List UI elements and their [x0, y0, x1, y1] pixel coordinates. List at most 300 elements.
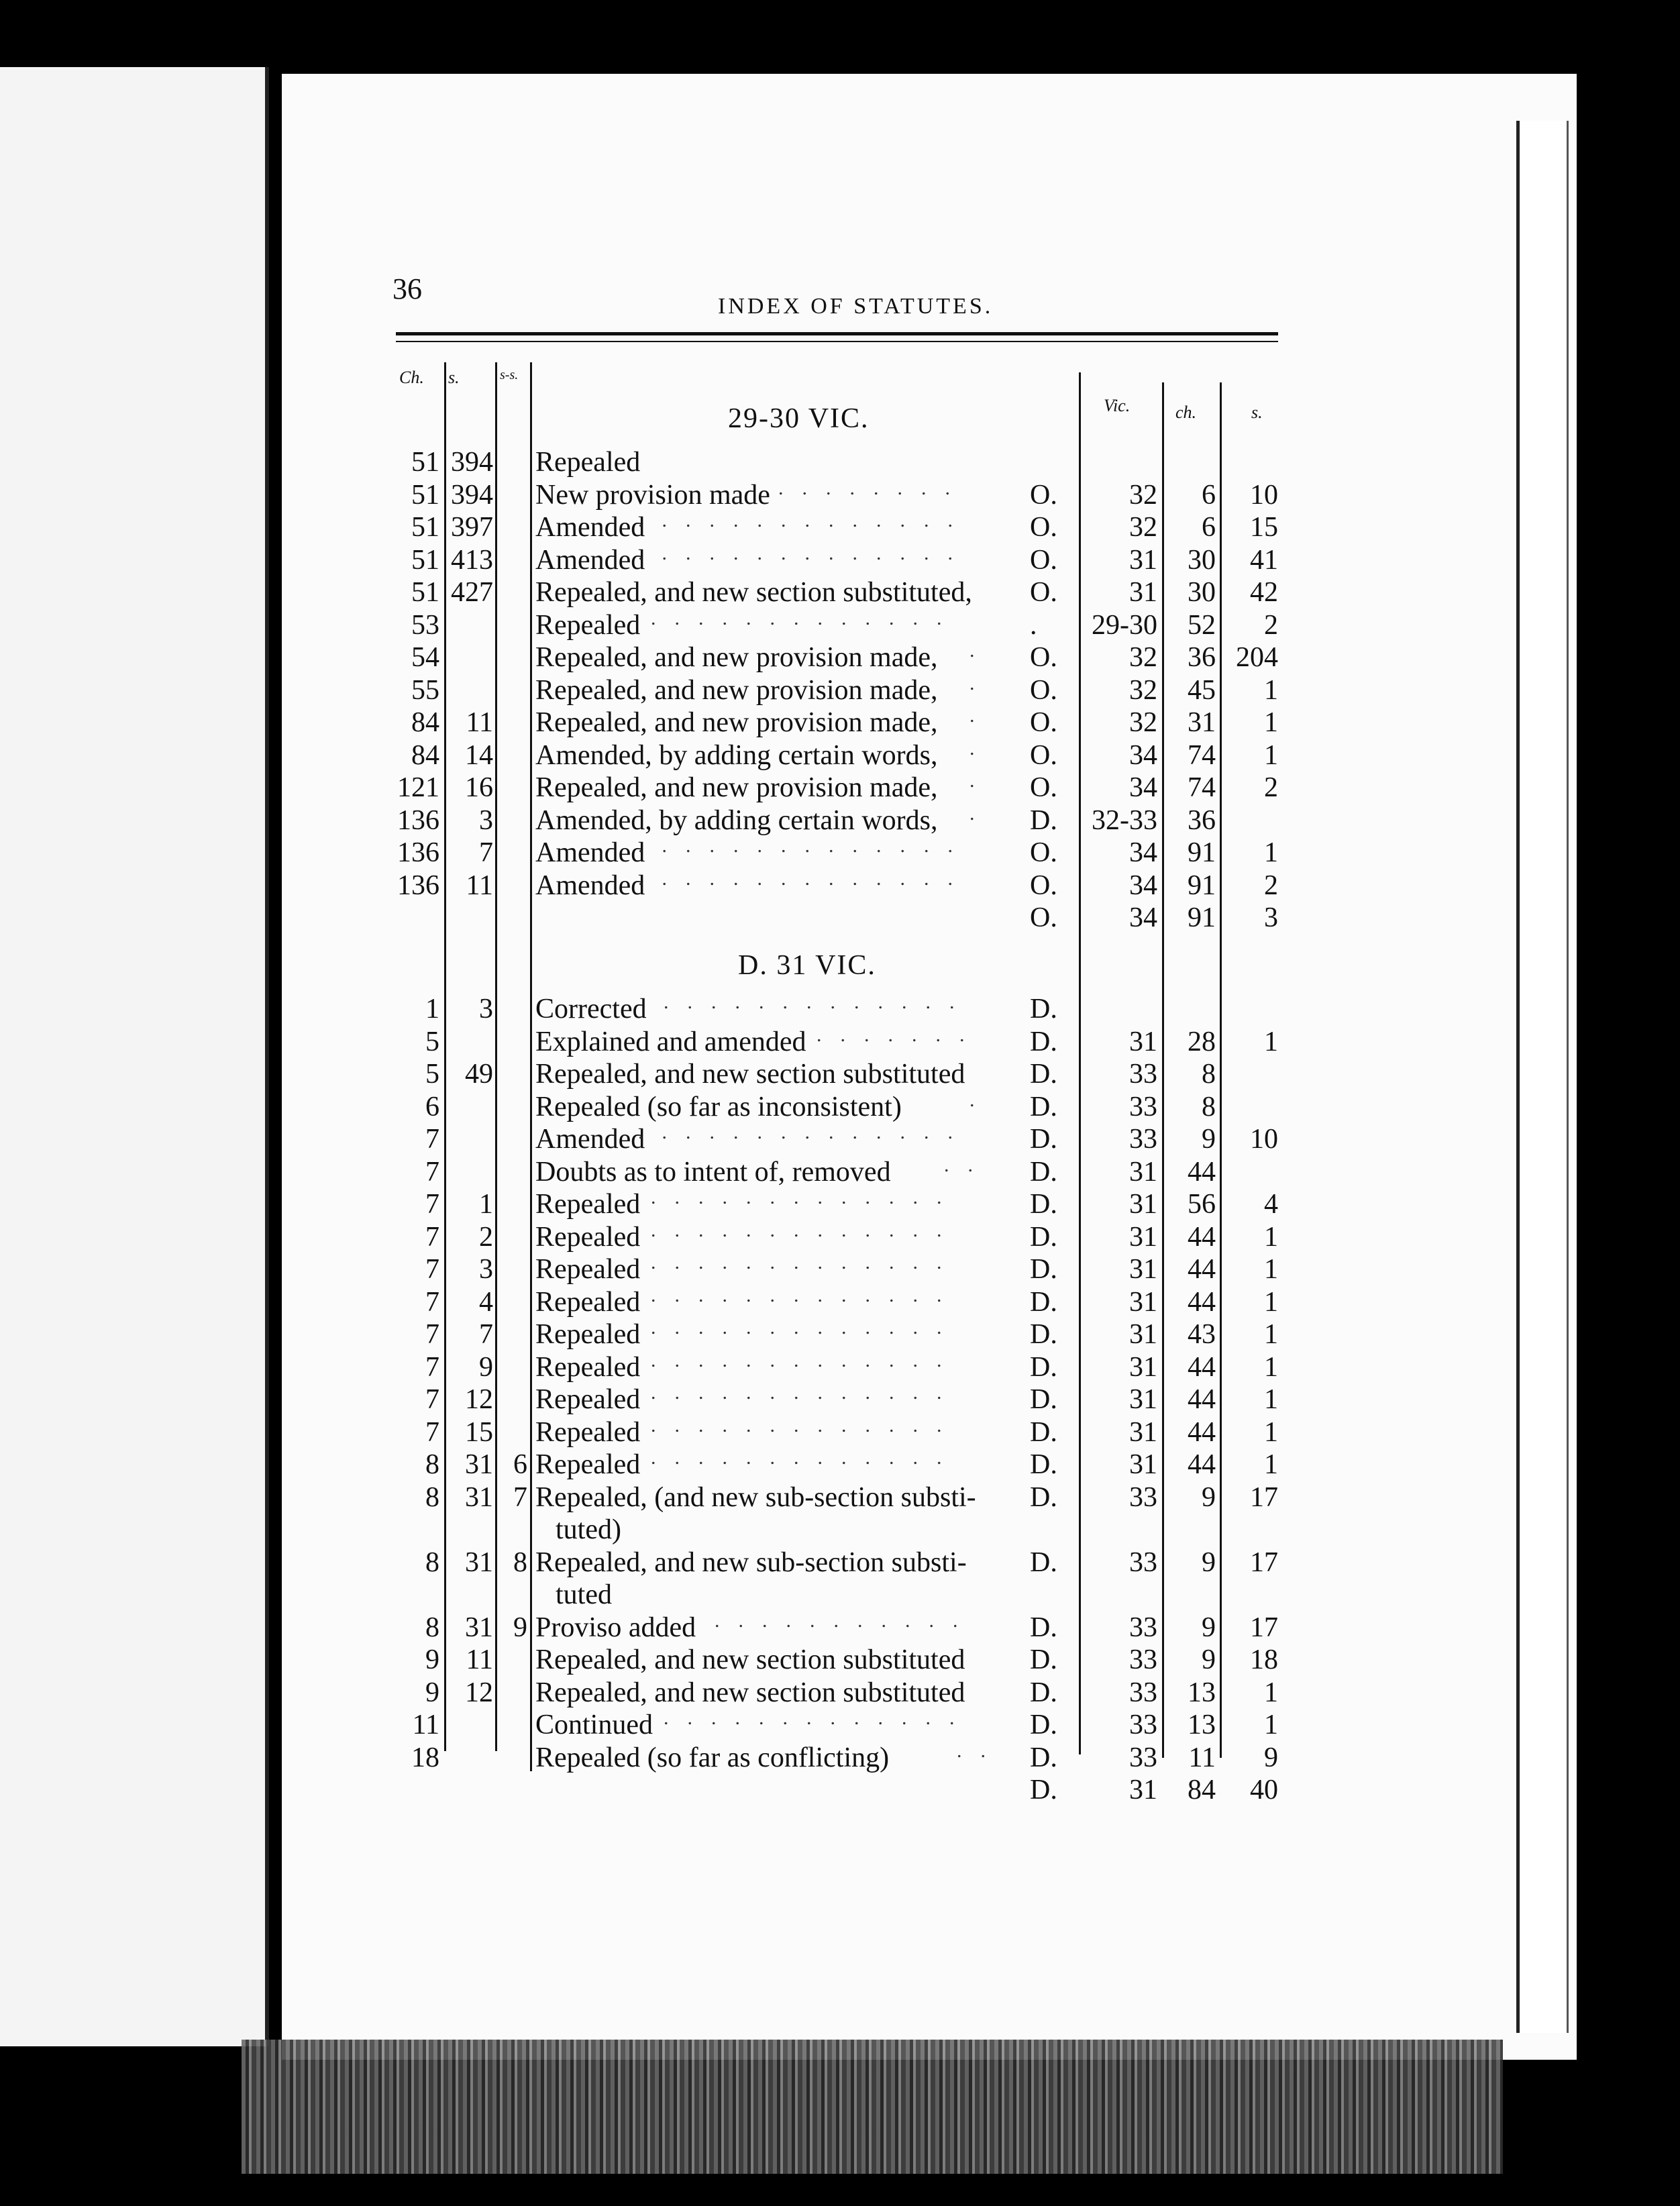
table-row	[0, 609, 1342, 641]
vic-cell: 32-33	[1092, 804, 1157, 836]
vic-s-cell: 1	[1264, 739, 1278, 771]
province-mark: D.	[1030, 1156, 1057, 1188]
table-row	[0, 1481, 1342, 1514]
vic-cell: 31	[1129, 1351, 1157, 1383]
ch-cell: 7	[425, 1124, 439, 1155]
vic-s-cell: 2	[1264, 870, 1278, 901]
vic-cell: 32	[1129, 707, 1157, 738]
leader-dots: .............	[651, 1186, 961, 1208]
ch-cell: 8	[425, 1481, 439, 1513]
province-mark: D.	[1030, 1449, 1057, 1480]
leader-dots: .............	[651, 1447, 961, 1469]
province-mark: O.	[1030, 772, 1057, 803]
vic-cell: 33	[1129, 1677, 1157, 1708]
province-mark: D.	[1030, 1189, 1057, 1220]
table-row	[0, 1023, 1342, 1058]
province-mark: D.	[1030, 1384, 1057, 1415]
col-head-ch: Ch.	[399, 368, 424, 387]
province-mark: O.	[1030, 902, 1057, 933]
vic-s-cell: 1	[1264, 1286, 1278, 1318]
ch-cell: 136	[397, 804, 439, 836]
table-row	[0, 1609, 1342, 1644]
vic-ch-cell: 6	[1202, 479, 1216, 511]
vic-s-cell: 41	[1250, 544, 1278, 576]
province-mark: O.	[1030, 512, 1057, 543]
entry-text: Repealed, and new provision made,	[535, 642, 938, 673]
table-row	[0, 1123, 1342, 1155]
vic-ch-cell: 45	[1188, 674, 1216, 706]
province-mark: D.	[1030, 1710, 1057, 1740]
entry-text: Repealed, and new section substituted,	[535, 577, 972, 608]
ch-cell: 8	[425, 1612, 439, 1643]
ch-cell: 8	[425, 1546, 439, 1578]
vic-s-cell: 1	[1264, 1449, 1278, 1480]
ch-cell: 5	[425, 1026, 439, 1057]
vic-ch-cell: 9	[1202, 1546, 1216, 1578]
s-cell: 394	[451, 447, 493, 478]
leader-dots: .......	[817, 1023, 984, 1046]
province-mark: O.	[1030, 837, 1057, 868]
ch-cell: 136	[397, 870, 439, 901]
vic-ch-cell: 9	[1202, 1612, 1216, 1643]
vic-cell: 31	[1129, 577, 1157, 608]
leader-dots: .............	[664, 991, 974, 1013]
entry-text: Repealed, and new provision made,	[535, 674, 938, 706]
s-cell: 31	[465, 1449, 493, 1480]
vic-ch-cell: 8	[1202, 1091, 1216, 1122]
vic-s-cell: 1	[1264, 1677, 1278, 1708]
vic-cell: 33	[1129, 1742, 1157, 1773]
leader-dots: .............	[651, 1251, 961, 1273]
table-row	[0, 772, 1342, 804]
vic-cell: 31	[1129, 1156, 1157, 1188]
vic-s-cell: 17	[1250, 1612, 1278, 1643]
scan-border	[242, 2040, 1503, 2174]
leader-dots: ..	[944, 1153, 992, 1176]
s-cell: 9	[479, 1351, 493, 1383]
vic-ch-cell: 74	[1188, 739, 1216, 771]
ch-cell: 8	[425, 1449, 439, 1480]
vic-s-cell: 17	[1250, 1546, 1278, 1578]
table-row	[0, 1449, 1342, 1481]
entry-text: Repealed (so far as inconsistent)	[535, 1091, 902, 1122]
running-head: INDEX OF STATUTES.	[718, 294, 994, 319]
table-row	[0, 739, 1342, 772]
ch-cell: 7	[425, 1319, 439, 1350]
vic-cell: 33	[1129, 1091, 1157, 1122]
entry-text: Amended, by adding certain words,	[535, 804, 938, 836]
vic-s-cell: 1	[1264, 674, 1278, 706]
s-cell: 1	[479, 1189, 493, 1220]
entry-text: Repealed, and new section substituted	[535, 1644, 965, 1675]
leader-dots: .............	[651, 1381, 961, 1404]
s-cell: 14	[465, 739, 493, 771]
vic-cell: 33	[1129, 1546, 1157, 1578]
leader-dots: ..............	[638, 1121, 972, 1143]
s-cell: 15	[465, 1416, 493, 1448]
s-cell: 3	[479, 1254, 493, 1285]
vic-ch-cell: 13	[1188, 1677, 1216, 1708]
entry-text: Repealed, and new provision made,	[535, 772, 938, 803]
vic-ch-cell: 13	[1188, 1710, 1216, 1740]
ch-cell: 1	[425, 994, 439, 1025]
ch-cell: 9	[425, 1677, 439, 1708]
vic-ch-cell: 44	[1188, 1416, 1216, 1448]
vic-cell: 31	[1129, 544, 1157, 576]
vic-ch-cell: 6	[1202, 512, 1216, 543]
s-cell: 12	[465, 1384, 493, 1415]
vic-cell: 32	[1129, 479, 1157, 511]
entry-text: Repealed	[535, 1189, 641, 1220]
leader-dots: ..............	[638, 541, 972, 564]
vic-cell: 34	[1129, 739, 1157, 771]
vic-ch-cell: 43	[1188, 1319, 1216, 1350]
ch-cell: 7	[425, 1351, 439, 1383]
entry-text: Amended	[535, 544, 645, 576]
vic-s-cell: 1	[1264, 1351, 1278, 1383]
vic-ch-cell: 91	[1188, 837, 1216, 868]
vic-s-cell: 1	[1264, 1384, 1278, 1415]
vic-cell: 29-30	[1092, 609, 1157, 641]
vic-s-cell: 1	[1264, 1416, 1278, 1448]
entry-text: Repealed	[535, 609, 641, 641]
vic-ch-cell: 56	[1188, 1189, 1216, 1220]
s-cell: 31	[465, 1546, 493, 1578]
table-row	[0, 867, 1342, 902]
entry-text: Repealed	[535, 1286, 641, 1318]
table-row	[0, 902, 1342, 934]
leader-dots: .............	[651, 1414, 961, 1436]
entry-text: Explained and amended	[535, 1026, 806, 1057]
province-mark: D.	[1030, 1124, 1057, 1155]
entry-text: Amended, by adding certain words,	[535, 739, 938, 771]
province-mark: D.	[1030, 1221, 1057, 1253]
vic-cell: 31	[1129, 1221, 1157, 1253]
vic-s-cell: 4	[1264, 1189, 1278, 1220]
entry-text: Repealed	[535, 1351, 641, 1383]
vic-ch-cell: 9	[1202, 1481, 1216, 1513]
s-cell: 394	[451, 479, 493, 511]
entry-text: Repealed, and new section substituted	[535, 1059, 965, 1090]
col-head-vch: ch.	[1175, 403, 1197, 422]
table-row	[0, 706, 1342, 739]
province-mark: O.	[1030, 544, 1057, 576]
s-cell: 11	[466, 870, 493, 901]
s-cell: 16	[465, 772, 493, 803]
ch-cell: 51	[411, 512, 439, 543]
vic-cell: 33	[1129, 1059, 1157, 1090]
entry-text: Repealed	[535, 1449, 641, 1480]
ch-cell: 7	[425, 1221, 439, 1253]
province-mark: D.	[1030, 1319, 1057, 1350]
vic-cell: 31	[1129, 1286, 1157, 1318]
vic-cell: 34	[1129, 870, 1157, 901]
leader-dots: ..............	[638, 509, 972, 531]
leader-dots: .............	[651, 1283, 961, 1306]
col-head-ss: s-s.	[500, 368, 519, 382]
section-title: 29-30 VIC.	[728, 403, 870, 434]
ss-cell: 9	[513, 1612, 527, 1643]
vic-cell: 31	[1129, 1319, 1157, 1350]
entry-text: New provision made	[535, 479, 770, 511]
vic-cell: 33	[1129, 1481, 1157, 1513]
leader-dots: ........	[778, 476, 969, 499]
col-head-s: s.	[448, 368, 460, 387]
province-mark: O.	[1030, 870, 1057, 901]
vic-ch-cell: 44	[1188, 1449, 1216, 1480]
province-mark: D.	[1030, 804, 1057, 836]
province-mark: D.	[1030, 1644, 1057, 1675]
ch-cell: 51	[411, 479, 439, 511]
province-mark: D.	[1030, 1091, 1057, 1122]
vic-cell: 32	[1129, 512, 1157, 543]
province-mark: O.	[1030, 707, 1057, 738]
vic-ch-cell: 74	[1188, 772, 1216, 803]
entry-text: Repealed, (and new sub-section substi-	[535, 1481, 976, 1513]
vic-ch-cell: 52	[1188, 609, 1216, 641]
ch-cell: 7	[425, 1286, 439, 1318]
entry-text: Amended	[535, 1124, 645, 1155]
province-mark: D.	[1030, 994, 1057, 1025]
province-mark: O.	[1030, 739, 1057, 771]
s-cell: 7	[479, 837, 493, 868]
vic-cell: 31	[1129, 1449, 1157, 1480]
vic-ch-cell: 30	[1188, 577, 1216, 608]
vic-cell: 33	[1129, 1612, 1157, 1643]
s-cell: 11	[466, 1644, 493, 1675]
vic-cell: 31	[1129, 1026, 1157, 1057]
vic-s-cell: 40	[1250, 1775, 1278, 1805]
vic-cell: 31	[1129, 1254, 1157, 1285]
leader-dots: .	[969, 770, 994, 792]
vic-s-cell: 204	[1236, 642, 1278, 673]
vic-s-cell: 2	[1264, 609, 1278, 641]
vic-cell: 31	[1129, 1775, 1157, 1805]
leader-dots: .	[969, 704, 994, 727]
s-cell: 31	[465, 1612, 493, 1643]
entry-text: Amended	[535, 837, 645, 868]
entry-text: Repealed	[535, 1254, 641, 1285]
table-row	[0, 1514, 1342, 1546]
ch-cell: 54	[411, 642, 439, 673]
vic-s-cell: 1	[1264, 1221, 1278, 1253]
entry-text: Repealed	[535, 447, 641, 478]
province-mark: D.	[1030, 1351, 1057, 1383]
entry-text: Repealed	[535, 1319, 641, 1350]
ch-cell: 53	[411, 609, 439, 641]
table-row	[0, 446, 1342, 478]
vic-ch-cell: 91	[1188, 870, 1216, 901]
vic-cell: 32	[1129, 642, 1157, 673]
entry-text: Repealed	[535, 1221, 641, 1253]
leader-dots: .............	[651, 1316, 961, 1338]
vic-s-cell: 1	[1264, 1710, 1278, 1740]
vic-cell: 33	[1129, 1124, 1157, 1155]
vic-ch-cell: 8	[1202, 1059, 1216, 1090]
vic-ch-cell: 36	[1188, 642, 1216, 673]
ch-cell: 7	[425, 1189, 439, 1220]
leader-dots: ...........	[715, 1609, 977, 1632]
table-row	[0, 1774, 1342, 1806]
entry-text: Corrected	[535, 994, 647, 1025]
province-mark: O.	[1030, 674, 1057, 706]
province-mark: O.	[1030, 642, 1057, 673]
col-head-vic: Vic.	[1104, 396, 1131, 415]
s-cell: 2	[479, 1221, 493, 1253]
leader-dots: .............	[651, 1218, 961, 1241]
vic-s-cell: 1	[1264, 1319, 1278, 1350]
ch-cell: 51	[411, 447, 439, 478]
vic-cell: 32	[1129, 674, 1157, 706]
entry-text: Repealed (so far as conflicting)	[535, 1742, 890, 1773]
entry-text: Doubts as to intent of, removed	[535, 1156, 891, 1188]
ch-cell: 5	[425, 1059, 439, 1090]
vic-ch-cell: 9	[1202, 1644, 1216, 1675]
table-row	[0, 993, 1342, 1025]
ch-cell: 55	[411, 674, 439, 706]
entry-text: Repealed	[535, 1384, 641, 1415]
vic-ch-cell: 44	[1188, 1384, 1216, 1415]
col-head-vs: s.	[1251, 403, 1263, 422]
province-mark: D.	[1030, 1481, 1057, 1513]
vic-s-cell: 10	[1250, 479, 1278, 511]
leader-dots: .	[969, 1088, 994, 1111]
province-mark: O.	[1030, 577, 1057, 608]
entry-text: tuted	[556, 1579, 612, 1610]
vic-s-cell: 1	[1264, 707, 1278, 738]
leader-dots: ..............	[638, 835, 972, 857]
ch-cell: 121	[397, 772, 439, 803]
vic-cell: 34	[1129, 837, 1157, 868]
page-number: 36	[392, 272, 422, 305]
table-row	[0, 1058, 1342, 1090]
leader-dots: .............	[664, 1707, 974, 1729]
leader-dots: .	[969, 639, 994, 662]
s-cell: 12	[465, 1677, 493, 1708]
vic-s-cell: 2	[1264, 772, 1278, 803]
s-cell: 4	[479, 1286, 493, 1318]
ch-cell: 7	[425, 1384, 439, 1415]
vic-ch-cell: 44	[1188, 1156, 1216, 1188]
vic-s-cell: 1	[1264, 1026, 1278, 1057]
province-mark: D.	[1030, 1286, 1057, 1318]
s-cell: 3	[479, 804, 493, 836]
table-row	[0, 1709, 1342, 1741]
entry-text: Amended	[535, 870, 645, 901]
vic-cell: 31	[1129, 1384, 1157, 1415]
province-mark: D.	[1030, 1677, 1057, 1708]
s-cell: 397	[451, 512, 493, 543]
ch-cell: 7	[425, 1416, 439, 1448]
vic-ch-cell: 44	[1188, 1221, 1216, 1253]
vic-ch-cell: 44	[1188, 1351, 1216, 1383]
vic-cell: 31	[1129, 1416, 1157, 1448]
vic-s-cell: 42	[1250, 577, 1278, 608]
vic-ch-cell: 11	[1188, 1742, 1216, 1773]
entry-text: Continued	[535, 1710, 653, 1740]
vic-ch-cell: 36	[1188, 804, 1216, 836]
ch-cell: 7	[425, 1156, 439, 1188]
vic-ch-cell: 44	[1188, 1286, 1216, 1318]
vic-cell: 33	[1129, 1644, 1157, 1675]
table-row	[0, 1579, 1342, 1611]
s-cell: 427	[451, 577, 493, 608]
province-mark: D.	[1030, 1612, 1057, 1643]
ch-cell: 18	[411, 1742, 439, 1773]
province-mark: D.	[1030, 1416, 1057, 1448]
leader-dots: .............	[651, 607, 961, 629]
ch-cell: 9	[425, 1644, 439, 1675]
province-mark: D.	[1030, 1546, 1057, 1578]
ss-cell: 7	[513, 1481, 527, 1513]
header-rule	[396, 332, 1278, 342]
ch-cell: 84	[411, 739, 439, 771]
ch-cell: 6	[425, 1091, 439, 1122]
s-cell: 3	[479, 994, 493, 1025]
ch-cell: 11	[412, 1710, 439, 1740]
leader-dots: .	[969, 737, 994, 759]
vic-s-cell: 1	[1264, 1254, 1278, 1285]
province-mark: O.	[1030, 479, 1057, 511]
vic-s-cell: 17	[1250, 1481, 1278, 1513]
table-row	[0, 541, 1342, 576]
vic-cell: 33	[1129, 1710, 1157, 1740]
entry-text: Amended	[535, 512, 645, 543]
leader-dots: ..............	[638, 867, 972, 890]
leader-dots: ..	[957, 1739, 1004, 1762]
table-row	[0, 674, 1342, 706]
s-cell: 49	[465, 1059, 493, 1090]
ch-cell: 136	[397, 837, 439, 868]
entry-text: Repealed	[535, 1416, 641, 1448]
vic-cell: 34	[1129, 772, 1157, 803]
vic-s-cell: 9	[1264, 1742, 1278, 1773]
vic-ch-cell: 44	[1188, 1254, 1216, 1285]
vic-s-cell: 1	[1264, 837, 1278, 868]
leader-dots: .	[969, 672, 994, 694]
vic-ch-cell: 28	[1188, 1026, 1216, 1057]
vic-ch-cell: 9	[1202, 1124, 1216, 1155]
table-row	[0, 1644, 1342, 1676]
vic-s-cell: 18	[1250, 1644, 1278, 1675]
vic-s-cell: 15	[1250, 512, 1278, 543]
s-cell: 11	[466, 707, 493, 738]
vic-cell: 34	[1129, 902, 1157, 933]
province-mark: D.	[1030, 1059, 1057, 1090]
ss-cell: 6	[513, 1449, 527, 1480]
vic-s-cell: 10	[1250, 1124, 1278, 1155]
vic-s-cell: 3	[1264, 902, 1278, 933]
s-cell: 7	[479, 1319, 493, 1350]
entry-text: Repealed, and new provision made,	[535, 707, 938, 738]
table-row	[0, 1546, 1342, 1579]
leader-dots: .	[969, 802, 994, 825]
leader-dots: .............	[651, 1349, 961, 1371]
entry-text: tuted)	[556, 1514, 621, 1545]
province-mark: D.	[1030, 1254, 1057, 1285]
page-edge	[1516, 121, 1569, 2033]
ch-cell: 51	[411, 577, 439, 608]
vic-ch-cell: 84	[1188, 1775, 1216, 1805]
entry-text: Repealed, and new sub-section substi-	[535, 1546, 967, 1578]
entry-text: Proviso added	[535, 1612, 696, 1643]
ch-cell: 7	[425, 1254, 439, 1285]
table-row	[0, 1739, 1342, 1774]
s-cell: 413	[451, 544, 493, 576]
ch-cell: 51	[411, 544, 439, 576]
table-row	[0, 641, 1342, 674]
province-mark: D.	[1030, 1775, 1057, 1805]
